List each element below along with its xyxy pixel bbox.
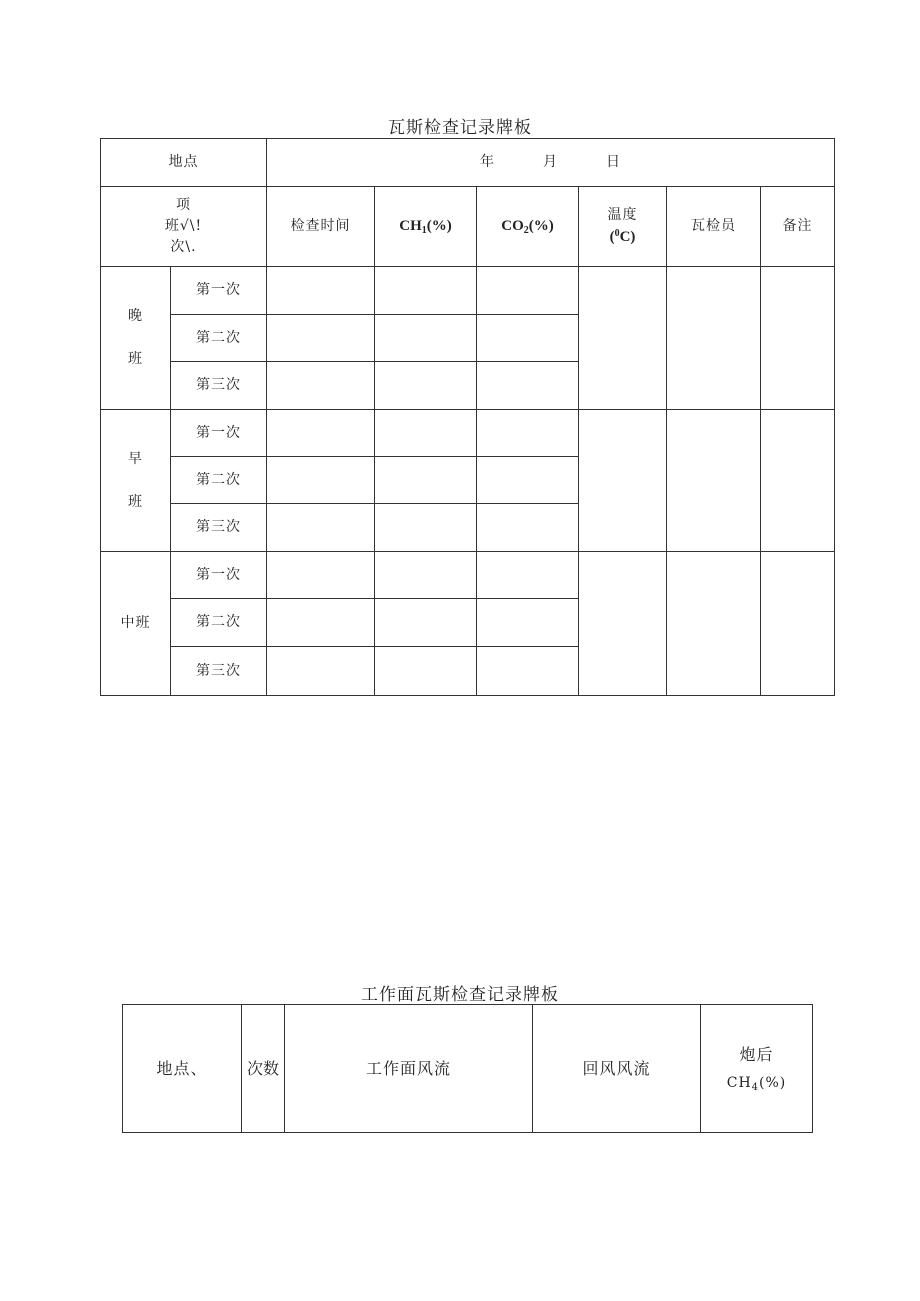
- cell-ch4[interactable]: [375, 504, 477, 552]
- cell-time[interactable]: [267, 647, 375, 696]
- header-temperature: [579, 187, 667, 267]
- cell-remark[interactable]: [761, 552, 835, 696]
- cell-ch4[interactable]: [375, 267, 477, 315]
- cell-remark[interactable]: [761, 410, 835, 552]
- corner-line1: 项: [176, 197, 191, 213]
- round-label: 第二次: [171, 457, 267, 504]
- table-row: [101, 410, 835, 457]
- t2-header-after-blast: [701, 1005, 813, 1133]
- t2-header-return-flow: 回风风流: [533, 1005, 701, 1133]
- date-cell: [267, 139, 835, 187]
- cell-co2[interactable]: [477, 410, 579, 457]
- cell-co2[interactable]: [477, 504, 579, 552]
- t2-header-face-flow: 工作面风流: [285, 1005, 533, 1133]
- after-blast-label: 炮后: [739, 1044, 774, 1064]
- cell-ch4[interactable]: [375, 315, 477, 362]
- t2-header-count: 次数: [242, 1005, 285, 1133]
- cell-temperature[interactable]: [579, 552, 667, 696]
- round-label: 第二次: [171, 315, 267, 362]
- working-face-gas-table: [122, 1004, 813, 1133]
- cell-temperature[interactable]: [579, 410, 667, 552]
- corner-line2: 班√\!: [164, 218, 203, 234]
- t2-header-location: 地点、: [123, 1005, 242, 1133]
- corner-header: [101, 187, 267, 267]
- shift-night: 晚 班: [101, 267, 171, 410]
- cell-remark[interactable]: [761, 267, 835, 410]
- cell-co2[interactable]: [477, 315, 579, 362]
- header-co2: [477, 187, 579, 267]
- cell-inspector[interactable]: [667, 552, 761, 696]
- cell-co2[interactable]: [477, 267, 579, 315]
- shift-morning: 早 班: [101, 410, 171, 552]
- cell-time[interactable]: [267, 504, 375, 552]
- temp-line2: ($^0$C): [609, 227, 636, 245]
- cell-time[interactable]: [267, 362, 375, 410]
- co2-tail: (%): [528, 218, 554, 234]
- co2-main: CO: [501, 218, 524, 234]
- cell-ch4[interactable]: [375, 599, 477, 647]
- cell-co2[interactable]: [477, 647, 579, 696]
- gas-inspection-table: [100, 138, 835, 696]
- round-label: 第一次: [171, 410, 267, 457]
- location-label: 地点: [101, 139, 267, 187]
- temp-sup: 0: [614, 227, 620, 239]
- cell-co2[interactable]: [477, 599, 579, 647]
- corner-line3: 次\.: [170, 239, 197, 255]
- after-blast-ch4: $CH_4(\%)$: [726, 1074, 787, 1093]
- cell-co2[interactable]: [477, 362, 579, 410]
- ch4-main: CH: [399, 218, 422, 234]
- table2-title: 工作面瓦斯检查记录牌板: [361, 985, 559, 1005]
- cell-temperature[interactable]: [579, 267, 667, 410]
- ch4-sub: 1: [421, 225, 427, 236]
- round-label: 第三次: [171, 504, 267, 552]
- table1-title: 瓦斯检查记录牌板: [388, 118, 532, 138]
- round-label: 第一次: [171, 552, 267, 599]
- cell-time[interactable]: [267, 599, 375, 647]
- cell-inspector[interactable]: [667, 410, 761, 552]
- cell-ch4[interactable]: [375, 647, 477, 696]
- cell-time[interactable]: [267, 410, 375, 457]
- date-year: 年: [480, 154, 496, 170]
- shift-middle: 中班: [101, 552, 171, 696]
- round-label: 第三次: [171, 362, 267, 410]
- table-row: [101, 552, 835, 599]
- cell-ch4[interactable]: [375, 552, 477, 599]
- temp-line1: 温度: [607, 206, 638, 223]
- round-label: 第一次: [171, 267, 267, 315]
- cell-time[interactable]: [267, 457, 375, 504]
- header-check-time: 检查时间: [267, 187, 375, 267]
- round-label: 第三次: [171, 647, 267, 696]
- header-remark: 备注: [761, 187, 835, 267]
- date-day: 日: [606, 154, 622, 170]
- cell-ch4[interactable]: [375, 457, 477, 504]
- cell-co2[interactable]: [477, 552, 579, 599]
- table-row: [101, 267, 835, 315]
- round-label: 第二次: [171, 599, 267, 647]
- cell-ch4[interactable]: [375, 410, 477, 457]
- cell-ch4[interactable]: [375, 362, 477, 410]
- header-ch4: [375, 187, 477, 267]
- date-month: 月: [543, 154, 559, 170]
- cell-time[interactable]: [267, 267, 375, 315]
- ch4-tail: (%): [426, 218, 452, 234]
- co2-sub: 2: [523, 225, 529, 236]
- cell-time[interactable]: [267, 315, 375, 362]
- cell-time[interactable]: [267, 552, 375, 599]
- header-inspector: 瓦检员: [667, 187, 761, 267]
- cell-inspector[interactable]: [667, 267, 761, 410]
- cell-co2[interactable]: [477, 457, 579, 504]
